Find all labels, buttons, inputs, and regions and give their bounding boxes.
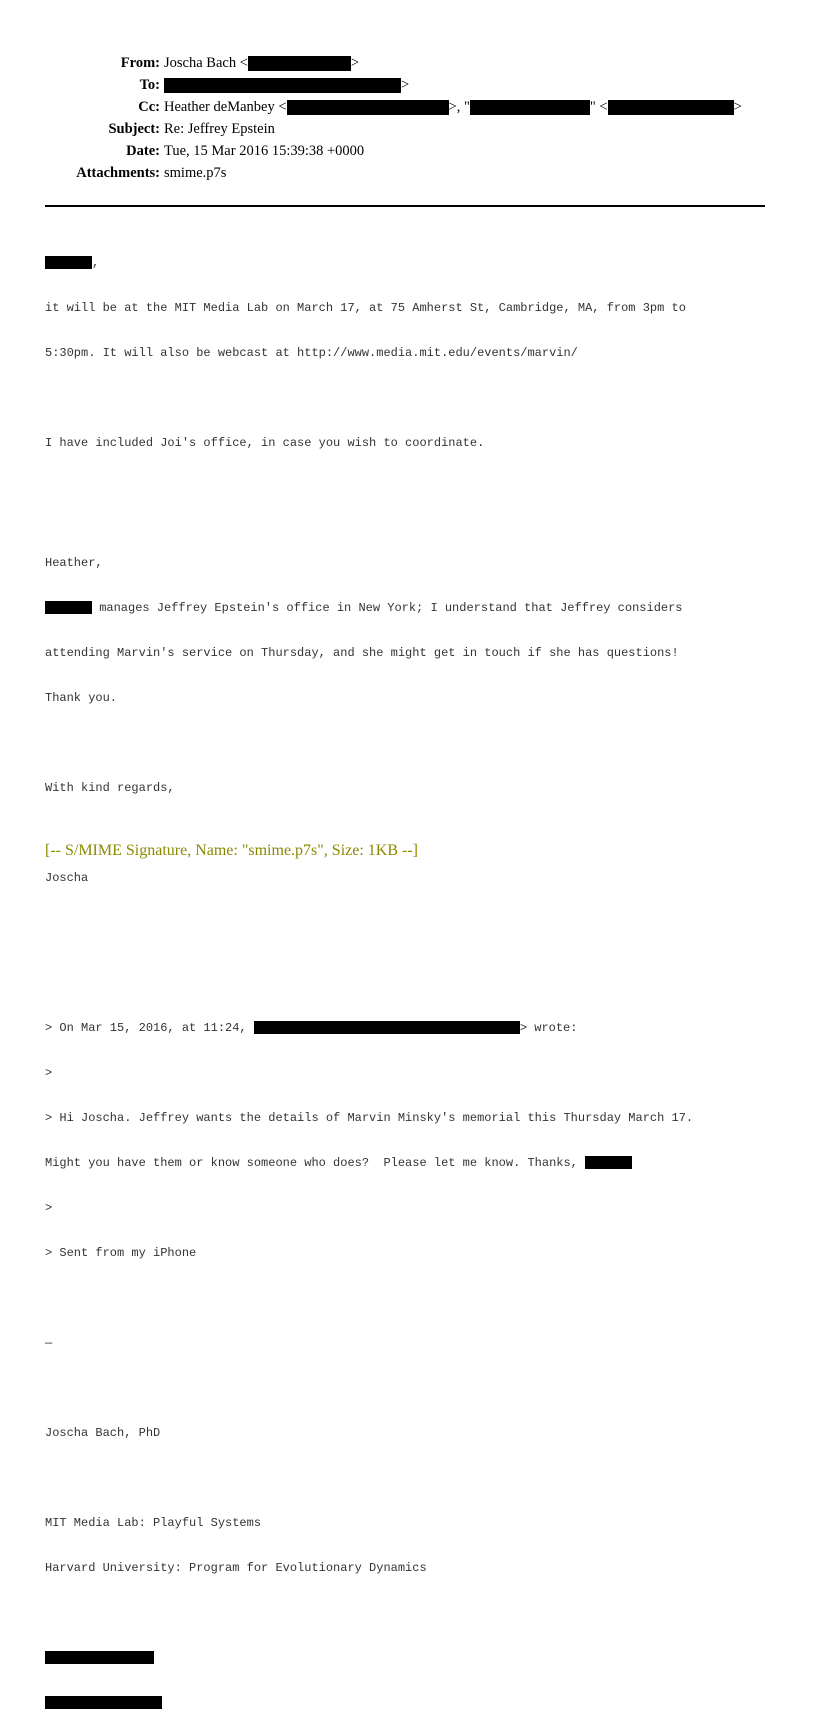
body-line: attending Marvin's service on Thursday, and she might get in touch if she has questions! [45, 646, 679, 660]
smime-signature-note: [-- S/MIME Signature, Name: "smime.p7s", Size: 1KB --] [45, 842, 419, 859]
signature-line [45, 1651, 785, 1666]
quote-line: > [45, 1066, 53, 1080]
signature-line: Harvard University: Program for Evolutionary Dynamics [45, 1561, 427, 1575]
redaction-block [608, 100, 734, 115]
redaction-block [45, 1696, 162, 1709]
redaction-block [287, 100, 449, 115]
quote-line: > Hi Joscha. Jeffrey wants the details of Marvin Minsky's memorial this Thursday March 17. [45, 1111, 694, 1125]
email-body [45, 226, 785, 1726]
body-line: it will be at the MIT Media Lab on March 17, at 75 Amherst St, Cambridge, MA, from 3pm to [45, 301, 686, 315]
redaction-block [164, 78, 401, 93]
quote-line: > [45, 1201, 53, 1215]
body-text: manages Jeffrey Epstein's office in New York; I understand that Jeffrey considers [92, 601, 683, 615]
quote-line [45, 1021, 785, 1036]
from-close: > [350, 55, 360, 71]
date-value: Tue, 15 Mar 2016 15:39:38 +0000 [164, 143, 365, 159]
redaction-block [254, 1021, 520, 1034]
subject-label: Subject: [108, 121, 160, 137]
quote-line: > Sent from my iPhone [45, 1246, 197, 1260]
body-text: > On Mar 15, 2016, at 11:24, [45, 1021, 254, 1035]
subject-value: Re: Jeffrey Epstein [164, 121, 275, 137]
body-text: > wrote: [519, 1021, 578, 1035]
body-line: Thank you. [45, 691, 118, 705]
body-line [45, 601, 785, 616]
body-line: I have included Joi's office, in case you wish to coordinate. [45, 436, 485, 450]
to-close: > [401, 77, 410, 93]
redaction-block [248, 56, 351, 71]
signature-line [45, 1696, 785, 1711]
redaction-block [45, 1651, 154, 1664]
subject-row [0, 118, 816, 140]
body-line: Joscha [45, 871, 89, 885]
to-value [164, 74, 409, 96]
redaction-block [45, 256, 92, 269]
cc-label: Cc: [138, 99, 160, 115]
cc-name: Heather deManbey < [164, 99, 287, 115]
cc-value [164, 96, 742, 118]
attachments-label: Attachments: [76, 165, 160, 181]
cc-row [0, 96, 816, 118]
from-row [0, 52, 816, 74]
from-label: From: [120, 55, 160, 71]
body-line: Heather, [45, 556, 103, 570]
quote-line [45, 1156, 785, 1171]
to-row [0, 74, 816, 96]
header-divider [45, 205, 765, 207]
from-name: Joscha Bach < [164, 55, 248, 71]
cc-sep2: " < [589, 99, 608, 115]
body-line: 5:30pm. It will also be webcast at http://www.media.mit.edu/events/marvin/ [45, 346, 578, 360]
attachments-row [0, 162, 816, 184]
signature-line: MIT Media Lab: Playful Systems [45, 1516, 262, 1530]
email-header [0, 52, 816, 184]
signature-separator: — [45, 1336, 53, 1350]
body-line: With kind regards, [45, 781, 175, 795]
body-text: Might you have them or know someone who does? Please let me know. Thanks, [45, 1156, 586, 1170]
redaction-block [470, 100, 590, 115]
body-text: , [92, 256, 100, 270]
attachments-value[interactable]: smime.p7s [164, 165, 227, 181]
signature-line: Joscha Bach, PhD [45, 1426, 161, 1440]
body-line [45, 256, 785, 271]
from-value [164, 52, 359, 74]
cc-close: > [733, 99, 742, 115]
redaction-block [45, 601, 92, 614]
date-row [0, 140, 816, 162]
cc-sep: >, " [448, 99, 470, 115]
to-label: To: [139, 77, 160, 93]
redaction-block [585, 1156, 632, 1169]
date-label: Date: [126, 143, 160, 159]
